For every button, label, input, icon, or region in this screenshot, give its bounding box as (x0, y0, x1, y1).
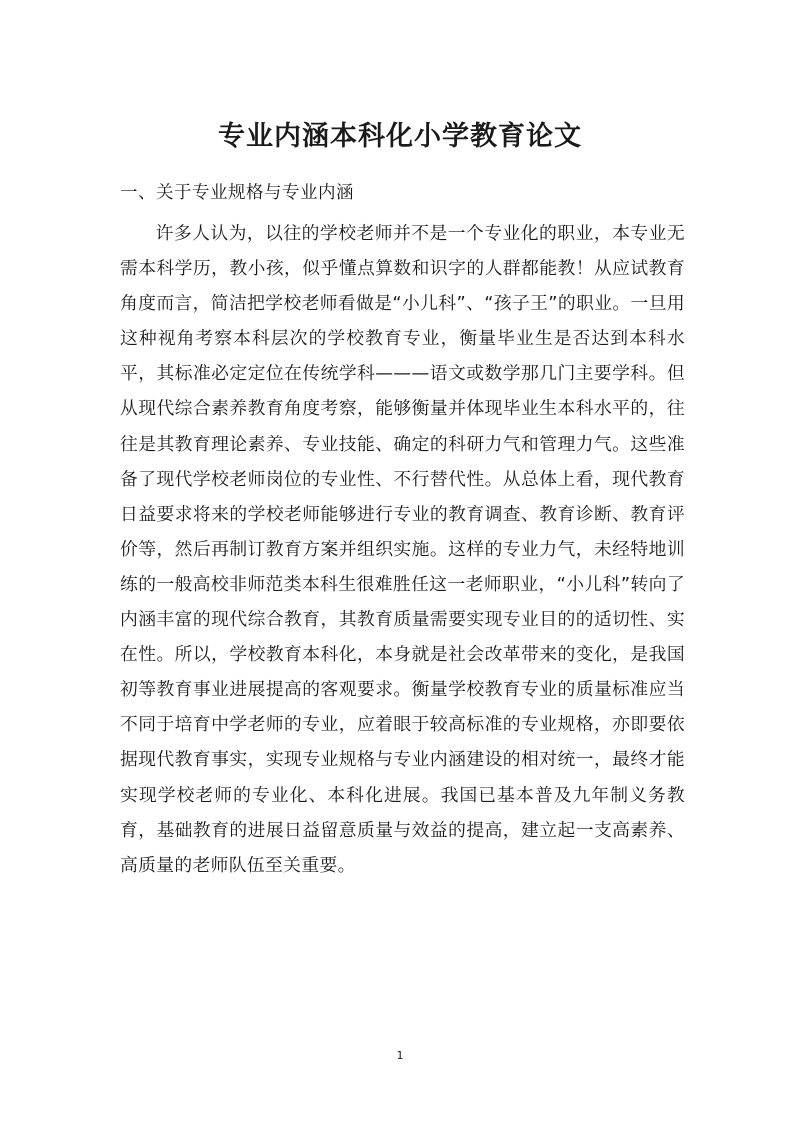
section-heading: 一、关于专业规格与专业内涵 (120, 183, 354, 203)
page-number: 1 (396, 1049, 404, 1062)
document-title: 专业内涵本科化小学教育论文 (218, 121, 582, 153)
body-paragraph: 许多人认为，以往的学校老师并不是一个专业化的职业，本专业无需本科学历，教小孩，似乎懂点算数和识字的人群都能教！从应试教育角度而言，简洁把学校老师看做是“小儿科”、“孩子王”的职业。一旦用这种视角考察本科层次的学校教育专业，衡量毕业生是否达到本科水平，其标准必定定位在传统学科———语文或数学那几门主要学科。但从现代综合素养教育角度考察，能够衡量并体现毕业生本科水平的，往往是其教育理论素养、专业技能、确定的科研力气和管理力气。这些准备了现代学校老师岗位的专业性、不行替代性。从总体上看，现代教育日益要求将来的学校老师能够进行专业的教育调查、教育诊断、教育评价等，然后再制订教育方案并组织实施。这样的专业力气，未经特地训练的一般高校非师范类本科生很难胜任这一老师职业，“小儿科”转向了内涵丰富的现代综合教育，其教育质量需要实现专业目的的适切性、实在性。所以，学校教育本科化，本身就是社会改革带来的变化，是我国初等教育事业进展提高的客观要求。衡量学校教育专业的质量标准应当不同于培育中学老师的专业，应着眼于较高标准的专业规格，亦即要依据现代教育事实，实现专业规格与专业内涵建设的相对统一，最终才能实现学校老师的专业化、本科化进展。我国已基本普及九年制义务教育，基础教育的进展日益留意质量与效益的提高，建立起一支高素养、高质量的老师队伍至关重要。 (120, 223, 685, 876)
